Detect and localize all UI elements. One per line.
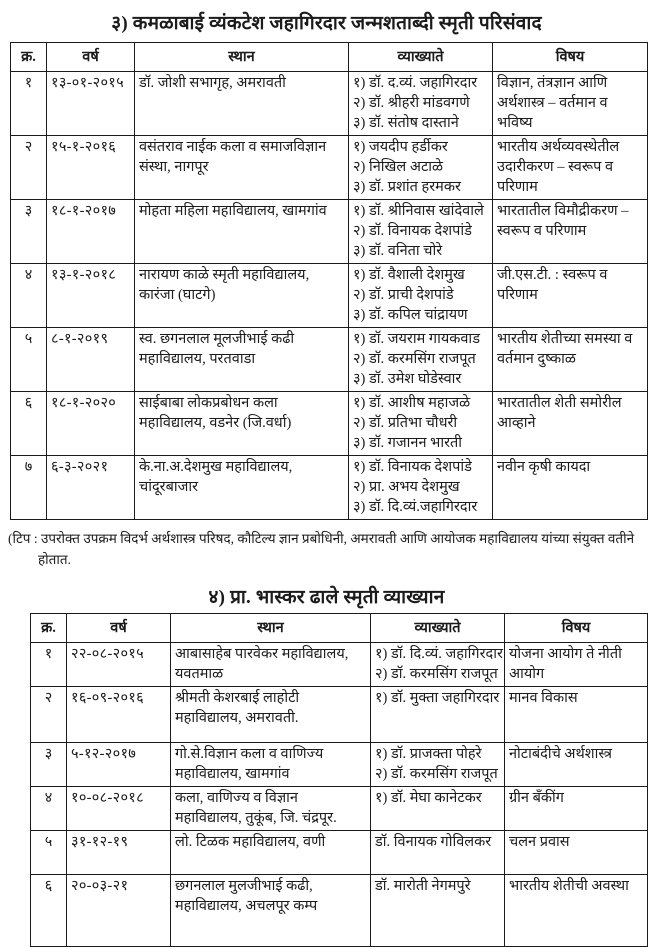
- table-row: [11, 456, 648, 520]
- cell-venue: के.ना.अ.देशमुख महाविद्यालय, चांदूरबाजार: [135, 456, 349, 520]
- speaker-name: १) डॉ. वैशाली देशमुख: [353, 267, 465, 283]
- cell-venue: आबासाहेब पारवेकर महाविद्यालय, यवतमाळ: [171, 642, 371, 686]
- cell-date: २०-०३-२१: [67, 874, 171, 946]
- cell-speakers: [371, 786, 505, 830]
- speaker-name: ३) डॉ. गजानन भारती: [353, 435, 463, 451]
- speaker-name: १) डॉ. श्रीनिवास खांदेवाले: [353, 203, 484, 219]
- cell-serial-number: ३: [11, 200, 47, 264]
- cell-speakers: [349, 72, 493, 136]
- speaker-name: १) डॉ. दि.व्यं. जहागिरदार: [375, 645, 503, 662]
- table-row: [31, 742, 648, 786]
- column-header-3: व्याख्याते: [349, 43, 493, 72]
- cell-venue: श्रीमती केशरबाई लाहोटी महाविद्यालय, अमरावती.: [171, 686, 371, 742]
- column-header-2: स्थान: [135, 43, 349, 72]
- table-row: [11, 136, 648, 200]
- cell-serial-number: ६: [11, 392, 47, 456]
- column-header-0: क्र.: [11, 43, 47, 72]
- cell-venue: स्व. छगनलाल मूलजीभाई कढी महाविद्यालय, परतवाडा: [135, 328, 349, 392]
- cell-serial-number: १: [31, 642, 67, 686]
- section4-table-body: [31, 642, 648, 946]
- cell-serial-number: ७: [11, 456, 47, 520]
- table-row: [31, 642, 648, 686]
- cell-topic: नोटाबंदीचे अर्थशास्त्र: [505, 742, 648, 786]
- table-row: [11, 200, 648, 264]
- cell-date: २२-०८-२०१५: [67, 642, 171, 686]
- speaker-name: १) डॉ. मुक्ता जहागिरदार: [375, 689, 500, 706]
- cell-date: १६-०९-२०१६: [67, 686, 171, 742]
- cell-serial-number: २: [31, 686, 67, 742]
- column-header-4: विषय: [505, 613, 648, 642]
- cell-venue: डॉ. जोशी सभागृह, अमरावती: [135, 72, 349, 136]
- speaker-name: २) डॉ. विनायक देशपांडे: [353, 223, 472, 239]
- cell-topic: भारतीय शेतीच्या समस्या व वर्तमान दुष्काळ: [493, 328, 648, 392]
- speaker-name: ३) डॉ. दि.व्यं.जहागिरदार: [353, 499, 478, 515]
- cell-speakers: [349, 264, 493, 328]
- cell-venue: लो. टिळक महाविद्यालय, वणी: [171, 830, 371, 874]
- header-row: [11, 43, 648, 72]
- table-row: [31, 830, 648, 874]
- speaker-name: ३) डॉ. वनिता चोरे: [353, 243, 443, 259]
- speaker-name: २) डॉ. प्राची देशपांडे: [353, 287, 454, 303]
- cell-date: १०-०८-२०१८: [67, 786, 171, 830]
- cell-serial-number: १: [11, 72, 47, 136]
- column-header-3: व्याख्याते: [371, 613, 505, 642]
- speaker-name: १) डॉ. विनायक देशपांडे: [353, 459, 472, 475]
- table-row: [11, 392, 648, 456]
- section4-table-header: [31, 613, 648, 642]
- cell-date: १३-०१-२०१५: [47, 72, 135, 136]
- speaker-name: २) निखिल अटाळे: [353, 159, 444, 175]
- speaker-name: २) डॉ. करमसिंग राजपूत: [375, 765, 498, 782]
- speaker-name: १) डॉ. जयराम गायकवाड: [353, 331, 480, 347]
- section4-title: ४) प्रा. भास्कर ढाले स्मृती व्याख्यान: [208, 586, 445, 608]
- section3-table-body: [11, 72, 648, 520]
- speaker-name: डॉ. विनायक गोविलकर: [375, 833, 492, 850]
- section3-table: [10, 42, 648, 520]
- cell-venue: मोहता महिला महाविद्यालय, खामगांव: [135, 200, 349, 264]
- speaker-name: २) प्रा. अभय देशमुख: [353, 479, 460, 495]
- cell-topic: विज्ञान, तंत्रज्ञान आणि अर्थशास्त्र – वर्तमान व भविष्य: [493, 72, 648, 136]
- cell-venue: छगनलाल मुलजीभाई कढी, महाविद्यालय, अचलपूर कम्प: [171, 874, 371, 946]
- cell-venue: नारायण काळे स्मृती महाविद्यालय, कारंजा (घाटगे): [135, 264, 349, 328]
- speaker-name: ३) डॉ. संतोष दास्ताने: [353, 115, 459, 131]
- speaker-name: १) डॉ. मेघा कानेटकर: [375, 789, 482, 806]
- cell-serial-number: ३: [31, 742, 67, 786]
- section3-table-header: [11, 43, 648, 72]
- cell-speakers: [371, 874, 505, 946]
- cell-speakers: [349, 392, 493, 456]
- table-row: [31, 874, 648, 946]
- section3-note: (टिप : उपरोक्त उपक्रम विदर्भ अर्थशास्त्र परिषद, कौटिल्य ज्ञान प्रबोधिनी, अमरावती आणि आयोजक महाविद्यालय यांच्या संयुक्त वतीने होतात.: [8, 531, 635, 567]
- table-row: [11, 72, 648, 136]
- cell-speakers: [349, 456, 493, 520]
- cell-serial-number: २: [11, 136, 47, 200]
- cell-serial-number: ५: [31, 830, 67, 874]
- table-row: [31, 786, 648, 830]
- cell-date: १५-१-२०१६: [47, 136, 135, 200]
- column-header-0: क्र.: [31, 613, 67, 642]
- cell-serial-number: ६: [31, 874, 67, 946]
- speaker-name: २) डॉ. प्रतिभा चौधरी: [353, 415, 458, 431]
- cell-date: ८-१-२०१९: [47, 328, 135, 392]
- cell-topic: ग्रीन बँकींग: [505, 786, 648, 830]
- cell-speakers: [349, 328, 493, 392]
- cell-speakers: [349, 136, 493, 200]
- speaker-name: १) डॉ. आशीष महाजळे: [353, 395, 471, 411]
- cell-topic: भारतीय शेतीची अवस्था: [505, 874, 648, 946]
- table-row: [31, 686, 648, 742]
- column-header-1: वर्ष: [67, 613, 171, 642]
- speaker-name: २) डॉ. करमसिंग राजपूत: [375, 665, 498, 682]
- cell-speakers: [371, 742, 505, 786]
- table-row: [11, 264, 648, 328]
- cell-date: १८-१-२०१७: [47, 200, 135, 264]
- speaker-name: २) डॉ. करमसिंग राजपूत: [353, 351, 476, 367]
- cell-topic: योजना आयोग ते नीती आयोग: [505, 642, 648, 686]
- header-row: [31, 613, 648, 642]
- cell-serial-number: ५: [11, 328, 47, 392]
- cell-venue: गो.से.विज्ञान कला व वाणिज्य महाविद्यालय, खामगांव: [171, 742, 371, 786]
- cell-date: १३-१-२०१८: [47, 264, 135, 328]
- cell-venue: वसंतराव नाईक कला व समाजविज्ञान संस्था, नागपूर: [135, 136, 349, 200]
- section3-title: ३) कमळाबाई व्यंकटेश जहागिरदार जन्मशताब्दी स्मृती परिसंवाद: [111, 13, 542, 34]
- cell-speakers: [349, 200, 493, 264]
- cell-topic: भारतीय अर्थव्यवस्थेतील उदारीकरण – स्वरूप व परिणाम: [493, 136, 648, 200]
- speaker-name: ३) डॉ. कपिल चांद्रायण: [353, 307, 468, 323]
- cell-serial-number: ४: [11, 264, 47, 328]
- speaker-name: डॉ. मारोती नेगमपुरे: [375, 877, 471, 894]
- column-header-4: विषय: [493, 43, 648, 72]
- speaker-name: १) डॉ. द.व्यं. जहागिरदार: [353, 75, 478, 91]
- cell-date: ३१-१२-१९: [67, 830, 171, 874]
- column-header-2: स्थान: [171, 613, 371, 642]
- cell-speakers: [371, 830, 505, 874]
- cell-topic: जी.एस.टी. : स्वरूप व परिणाम: [493, 264, 648, 328]
- speaker-name: १) डॉ. प्राजक्ता पोहरे: [375, 745, 482, 762]
- cell-venue: साईबाबा लोकप्रबोधन कला महाविद्यालय, वडनेर (जि.वर्धा): [135, 392, 349, 456]
- section4-table: [30, 613, 648, 947]
- speaker-name: ३) डॉ. प्रशांत हरमकर: [353, 179, 461, 195]
- cell-topic: मानव विकास: [505, 686, 648, 742]
- cell-venue: कला, वाणिज्य व विज्ञान महाविद्यालय, तुकूंब, जि. चंद्रपूर.: [171, 786, 371, 830]
- cell-serial-number: ४: [31, 786, 67, 830]
- cell-date: १८-१-२०२०: [47, 392, 135, 456]
- cell-date: ६-३-२०२१: [47, 456, 135, 520]
- cell-topic: भारतातील शेती समोरील आव्हाने: [493, 392, 648, 456]
- cell-speakers: [371, 686, 505, 742]
- speaker-name: ३) डॉ. उमेश घोडेस्वार: [353, 371, 462, 387]
- table-row: [11, 328, 648, 392]
- speaker-name: १) जयदीप हर्डीकर: [353, 139, 448, 155]
- cell-topic: नवीन कृषी कायदा: [493, 456, 648, 520]
- cell-topic: भारतातील विमौद्रीकरण – स्वरूप व परिणाम: [493, 200, 648, 264]
- column-header-1: वर्ष: [47, 43, 135, 72]
- cell-speakers: [371, 642, 505, 686]
- speaker-name: २) डॉ. श्रीहरी मांडवगणे: [353, 95, 470, 111]
- cell-date: ५-१२-२०१७: [67, 742, 171, 786]
- cell-topic: चलन प्रवास: [505, 830, 648, 874]
